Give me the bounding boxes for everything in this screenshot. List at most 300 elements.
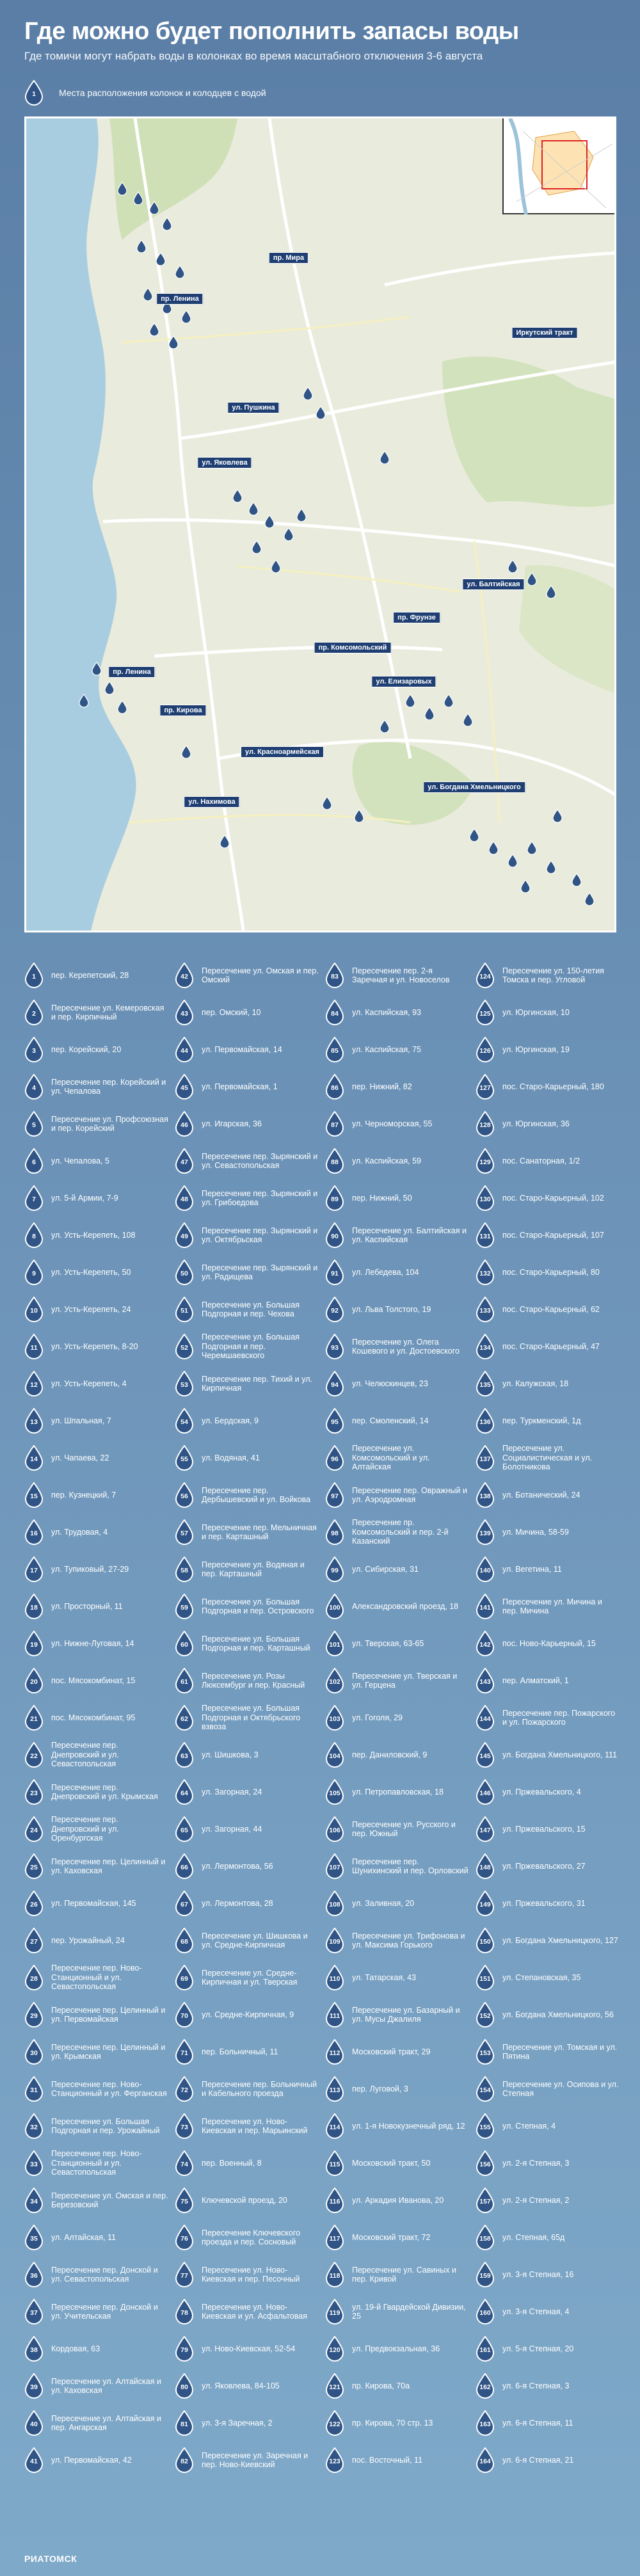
location-item — [476, 2033, 620, 2070]
location-address: Пересечение ул. Русского и пер. Южный — [352, 1820, 456, 1838]
location-address: ул. Татарская, 43 — [352, 1972, 417, 1982]
location-item — [175, 1885, 319, 1922]
location-number: 69 — [180, 1975, 188, 1983]
location-item — [24, 1031, 168, 1068]
water-drop-icon — [175, 1297, 194, 1322]
location-item — [476, 1031, 620, 1068]
location-number: 51 — [180, 1307, 188, 1315]
location-number: 113 — [329, 2086, 340, 2094]
location-item — [476, 1588, 620, 1625]
location-item — [175, 1068, 319, 1105]
location-number: 53 — [180, 1381, 188, 1389]
location-address: ул. Богдана Хмельницкого, 127 — [502, 1935, 618, 1945]
location-address: Пересечение ул. Олега Кошевого и ул. Достоевского — [352, 1337, 460, 1356]
location-number: 30 — [30, 2049, 38, 2057]
location-address: пер. Военный, 8 — [202, 2158, 262, 2168]
location-address: ул. Каспийская, 59 — [352, 1156, 421, 1165]
water-drop-icon — [175, 1556, 194, 1582]
water-drop-icon — [175, 1928, 194, 1953]
location-item — [24, 2070, 168, 2108]
location-number: 13 — [30, 1418, 38, 1426]
location-item — [175, 1959, 319, 1996]
water-drop-icon — [24, 2373, 44, 2399]
location-address: Ключевской проезд, 20 — [202, 2195, 287, 2205]
location-item — [175, 2367, 319, 2404]
location-number: 96 — [331, 1455, 339, 1463]
location-item — [24, 1217, 168, 1254]
location-number: 151 — [479, 1975, 491, 1983]
location-item — [325, 1291, 469, 1328]
water-drop-icon — [325, 1556, 344, 1582]
location-address: ул. Гоголя, 29 — [352, 1713, 403, 1722]
location-number: 17 — [30, 1567, 38, 1574]
location-item — [175, 2219, 319, 2256]
location-address: ул. Каспийская, 93 — [352, 1007, 421, 1017]
map-label-nakhimova: ул. Нахимова — [184, 796, 239, 808]
water-drop-icon — [476, 2410, 495, 2436]
location-address: Пересечение ул. Балтийская и ул. Каспийская — [352, 1226, 467, 1244]
location-item — [24, 1328, 168, 1365]
location-number: 73 — [180, 2124, 188, 2131]
location-address: пер. Алматский, 1 — [502, 1676, 569, 1685]
water-drop-icon — [24, 2188, 44, 2213]
water-drop-icon — [325, 1222, 344, 1248]
location-item — [175, 1365, 319, 1402]
location-number: 120 — [329, 2346, 340, 2354]
water-drop-icon — [325, 1334, 344, 1359]
location-address: Пересечение пр. Комсомольский и пер. 2-й Казанский — [352, 1518, 449, 1546]
location-number: 9 — [32, 1270, 36, 1277]
water-drop-icon — [175, 1260, 194, 1285]
location-number: 100 — [329, 1604, 340, 1612]
location-address: пос. Мясокомбинат, 95 — [51, 1713, 136, 1722]
page-subtitle: Где томичи могут набрать воды в колонках во время масштабного отключения 3-6 августа — [24, 50, 483, 62]
location-address: ул. Водяная, 41 — [202, 1453, 260, 1462]
location-address: ул. Льва Толстого, 19 — [352, 1304, 431, 1314]
location-item — [476, 1439, 620, 1476]
location-address: Пересечение ул. Розы Люксембург и пер. Красный — [202, 1671, 305, 1690]
location-number: 82 — [180, 2458, 188, 2465]
location-address: ул. 2-я Степная, 3 — [502, 2158, 570, 2168]
location-address: пер. Омский, 10 — [202, 1007, 261, 1017]
location-address: ул. 3-я Заречная, 2 — [202, 2418, 273, 2428]
location-address: ул. 3-я Степная, 4 — [502, 2307, 570, 2316]
location-item — [476, 1662, 620, 1699]
water-drop-icon — [476, 2373, 495, 2399]
location-address: Пересечение ул. Заречная и пер. Ново-Киевский — [202, 2451, 308, 2469]
water-drop-icon — [325, 2410, 344, 2436]
water-drop-icon — [325, 1297, 344, 1322]
water-drop-icon — [175, 2262, 194, 2287]
location-item — [325, 1142, 469, 1180]
location-item — [476, 1105, 620, 1142]
location-number: 43 — [180, 1010, 188, 1018]
water-drop-icon — [325, 2225, 344, 2250]
water-drop-icon — [476, 2002, 495, 2028]
location-item — [24, 1180, 168, 1217]
water-drop-icon — [175, 1705, 194, 1731]
water-drop-icon — [24, 2150, 44, 2176]
location-item — [24, 1959, 168, 1996]
location-address: ул. Алтайская, 11 — [51, 2232, 116, 2242]
water-drop-icon — [476, 2076, 495, 2102]
location-number: 102 — [329, 1678, 340, 1686]
water-drop-icon — [24, 1556, 44, 1582]
water-drop-icon — [476, 1965, 495, 1990]
water-drop-icon — [325, 1594, 344, 1619]
water-drop-icon — [476, 2299, 495, 2324]
location-item — [325, 1699, 469, 1736]
location-item — [476, 1736, 620, 1773]
location-number: 16 — [30, 1530, 38, 1537]
water-drop-icon — [325, 1185, 344, 1211]
location-address: ул. Чапаева, 22 — [51, 1453, 109, 1462]
location-number: 63 — [180, 1752, 188, 1760]
location-item — [175, 1514, 319, 1551]
location-item — [325, 1811, 469, 1848]
water-drop-icon — [175, 2447, 194, 2473]
water-drop-icon — [175, 1222, 194, 1248]
location-address: Пересечение ул. Большая Подгорная и пер. Урожайный — [51, 2116, 160, 2135]
location-address: ул. Степановская, 35 — [502, 1972, 581, 1982]
water-drop-icon — [476, 1222, 495, 1248]
water-drop-icon — [325, 1705, 344, 1731]
location-number: 145 — [479, 1752, 491, 1760]
water-drop-icon — [24, 1148, 44, 1174]
location-number: 164 — [479, 2458, 491, 2465]
location-item — [476, 1402, 620, 1439]
water-drop-icon — [24, 80, 44, 106]
location-item — [175, 1328, 319, 1365]
water-drop-icon — [175, 1074, 194, 1100]
water-drop-icon — [175, 1482, 194, 1508]
location-item — [325, 1959, 469, 1996]
water-drop-icon — [175, 1111, 194, 1137]
location-item — [476, 1142, 620, 1180]
location-item — [476, 1885, 620, 1922]
water-drop-icon — [325, 1000, 344, 1025]
location-item — [476, 1291, 620, 1328]
location-item — [175, 2293, 319, 2330]
location-address: Пересечение ул. Кемеровская и пер. Кирпичный — [51, 1003, 164, 1021]
location-number: 140 — [479, 1567, 491, 1574]
location-item — [175, 1848, 319, 1885]
location-address: Пересечение ул. Мичина и пер. Мичина — [502, 1597, 602, 1615]
location-number: 110 — [329, 1975, 340, 1983]
location-address: ул. Лермонтова, 28 — [202, 1898, 273, 1908]
map-label-irkutsk: Иркутский тракт — [512, 327, 578, 339]
location-address: ул. Усть-Керепеть, 24 — [51, 1304, 131, 1314]
map-label-frunze: пр. Фрунзе — [393, 612, 440, 623]
water-drop-icon — [175, 1148, 194, 1174]
location-address: Пересечение пер. Тихий и ул. Кирпичная — [202, 1374, 312, 1393]
water-drop-icon — [476, 963, 495, 988]
location-number: 57 — [180, 1530, 188, 1537]
water-drop-icon — [24, 1853, 44, 1879]
location-address: Пересечение ул. Большая Подгорная и пер. Черемшаевского — [202, 1332, 300, 1361]
location-number: 103 — [329, 1715, 340, 1723]
map-label-pushkina: ул. Пушкина — [227, 402, 279, 413]
location-item — [175, 1625, 319, 1662]
water-drop-icon — [325, 1928, 344, 1953]
water-drop-icon — [476, 1779, 495, 1805]
water-drop-icon — [476, 1853, 495, 1879]
water-drop-icon — [476, 2262, 495, 2287]
location-item — [476, 1996, 620, 2033]
location-address: ул. Челюскинцев, 23 — [352, 1379, 428, 1388]
map-label-kirova: пр. Кирова — [159, 705, 206, 716]
water-drop-icon — [325, 2002, 344, 2028]
location-address: Московский тракт, 72 — [352, 2232, 431, 2242]
water-drop-icon — [476, 1519, 495, 1545]
location-address: ул. Усть-Керепеть, 4 — [51, 1379, 127, 1388]
location-item — [325, 2108, 469, 2145]
location-address: Пересечение ул. Савиных и пер. Кривой — [352, 2265, 456, 2284]
location-item — [24, 2293, 168, 2330]
location-number: 97 — [331, 1492, 339, 1500]
location-item — [24, 2330, 168, 2367]
location-number: 60 — [180, 1641, 188, 1649]
location-address: Пересечение ул. Социалистическая и ул. Болотникова — [502, 1444, 593, 1472]
location-address: ул. Тупиковый, 27-29 — [51, 1564, 129, 1574]
location-item — [476, 1625, 620, 1662]
location-address: Пересечение пер. Овражный и ул. Аэродромная — [352, 1485, 467, 1504]
location-number: 153 — [479, 2049, 491, 2057]
location-number: 77 — [180, 2272, 188, 2280]
location-number: 12 — [30, 1381, 38, 1389]
water-drop-icon — [325, 1965, 344, 1990]
location-number: 71 — [180, 2049, 188, 2057]
map-label-mira: пр. Мира — [269, 252, 308, 264]
location-number: 142 — [479, 1641, 491, 1649]
water-drop-icon — [24, 1742, 44, 1768]
location-number: 38 — [30, 2346, 38, 2354]
location-number: 116 — [329, 2198, 340, 2205]
water-drop-icon — [24, 1928, 44, 1953]
location-address: ул. 6-я Степная, 21 — [502, 2455, 574, 2465]
location-number: 34 — [30, 2198, 38, 2205]
water-drop-icon — [476, 1260, 495, 1285]
location-item — [325, 994, 469, 1031]
map-label-yakovleva: ул. Яковлева — [197, 457, 252, 468]
water-drop-icon — [24, 1668, 44, 1693]
water-drop-icon — [476, 2447, 495, 2473]
location-item — [24, 2145, 168, 2182]
location-address: пос. Санаторная, 1/2 — [502, 1156, 580, 1165]
water-drop-icon — [325, 1371, 344, 1396]
location-address: Пересечение пер. Днепровский и ул. Оренбургская — [51, 1815, 119, 1843]
location-number: 66 — [180, 1864, 188, 1871]
water-drop-icon — [476, 1556, 495, 1582]
location-number: 150 — [479, 1938, 491, 1946]
water-drop-icon — [476, 1074, 495, 1100]
location-item — [325, 1736, 469, 1773]
location-address: ул. 6-я Степная, 11 — [502, 2418, 573, 2428]
location-item — [24, 1848, 168, 1885]
location-number: 29 — [30, 2012, 38, 2020]
location-item — [476, 1922, 620, 1959]
location-item — [175, 2182, 319, 2219]
water-drop-icon — [175, 2150, 194, 2176]
location-item — [175, 2404, 319, 2442]
location-number: 39 — [30, 2383, 38, 2391]
location-address: ул. Просторный, 11 — [51, 1601, 123, 1611]
water-drop-icon — [325, 1742, 344, 1768]
location-number: 58 — [180, 1567, 188, 1574]
city-map[interactable] — [24, 116, 616, 932]
location-number: 149 — [479, 1901, 491, 1908]
location-address: Пересечение ул. Томская и ул. Пятина — [502, 2042, 618, 2061]
water-drop-icon — [325, 1260, 344, 1285]
water-drop-icon — [24, 1408, 44, 1434]
location-number: 35 — [30, 2235, 38, 2243]
water-drop-icon — [24, 1074, 44, 1100]
location-number: 127 — [479, 1084, 491, 1092]
water-drop-icon — [175, 1631, 194, 1656]
location-address: ул. Ново-Киевская, 52-54 — [202, 2344, 296, 2353]
water-drop-icon — [24, 1445, 44, 1471]
map-label-khmelnitskogo: ул. Богдана Хмельницкого — [423, 781, 525, 793]
location-number: 41 — [30, 2458, 38, 2465]
location-item — [325, 1217, 469, 1254]
location-number: 68 — [180, 1938, 188, 1946]
location-number: 109 — [329, 1938, 340, 1946]
location-item — [325, 1328, 469, 1365]
location-item — [476, 2219, 620, 2256]
location-number: 124 — [479, 973, 491, 980]
water-drop-icon — [24, 1965, 44, 1990]
location-item — [476, 2442, 620, 2479]
location-number: 134 — [479, 1344, 491, 1352]
location-number: 162 — [479, 2383, 491, 2391]
location-number: 59 — [180, 1604, 188, 1612]
location-number: 119 — [329, 2309, 340, 2317]
location-address: Пересечение ул. Алтайская и ул. Каховская — [51, 2376, 161, 2395]
water-drop-icon — [476, 2336, 495, 2362]
location-item — [175, 1105, 319, 1142]
water-drop-icon — [24, 2039, 44, 2065]
water-drop-icon — [24, 1111, 44, 1137]
water-drop-icon — [325, 2336, 344, 2362]
location-item — [476, 1959, 620, 1996]
location-number: 23 — [30, 1789, 38, 1797]
location-number: 24 — [30, 1827, 38, 1834]
location-address: Пересечение пер. Мельничная и пер. Карташный — [202, 1523, 317, 1541]
location-number: 89 — [331, 1196, 339, 1203]
location-item — [325, 2293, 469, 2330]
location-item — [24, 1439, 168, 1476]
location-address: ул. Каспийская, 75 — [352, 1044, 421, 1054]
location-number: 65 — [180, 1827, 188, 1834]
location-number: 18 — [30, 1604, 38, 1612]
location-item — [476, 1217, 620, 1254]
location-item — [325, 1514, 469, 1551]
location-address: ул. Пржевальского, 4 — [502, 1787, 581, 1796]
location-number: 72 — [180, 2086, 188, 2094]
location-address: Пересечение ул. Ново-Киевская и пер. Песочный — [202, 2265, 300, 2284]
location-address: ул. Степная, 65д — [502, 2232, 565, 2242]
location-number: 146 — [479, 1789, 491, 1797]
location-address: ул. Юргинская, 19 — [502, 1044, 570, 1054]
water-drop-icon — [476, 1445, 495, 1471]
water-drop-icon — [325, 1482, 344, 1508]
location-address: ул. Богдана Хмельницкого, 111 — [502, 1750, 618, 1759]
location-number: 31 — [30, 2086, 38, 2094]
location-item — [325, 1180, 469, 1217]
water-drop-icon — [325, 963, 344, 988]
location-number: 46 — [180, 1121, 188, 1129]
location-item — [325, 1625, 469, 1662]
water-drop-icon — [476, 1185, 495, 1211]
location-number: 15 — [30, 1492, 38, 1500]
location-item — [175, 1736, 319, 1773]
water-drop-icon — [175, 2188, 194, 2213]
water-drop-icon — [476, 1742, 495, 1768]
location-item — [175, 1996, 319, 2033]
location-item — [325, 2367, 469, 2404]
location-address: пер. Керепетский, 28 — [51, 970, 129, 980]
water-drop-icon — [24, 2410, 44, 2436]
location-number: 61 — [180, 1678, 188, 1686]
water-drop-icon — [175, 2299, 194, 2324]
water-drop-icon — [325, 1519, 344, 1545]
water-drop-icon — [476, 1631, 495, 1656]
water-drop-icon — [175, 1779, 194, 1805]
water-drop-icon — [325, 1668, 344, 1693]
water-drop-icon — [325, 1408, 344, 1434]
water-drop-icon — [175, 2373, 194, 2399]
location-number: 99 — [331, 1567, 339, 1574]
location-number: 37 — [30, 2309, 38, 2317]
water-drop-icon — [24, 1334, 44, 1359]
water-drop-icon — [476, 1334, 495, 1359]
location-address: ул. Тверская, 63-65 — [352, 1638, 424, 1648]
location-address: Александровский проезд, 18 — [352, 1601, 459, 1611]
water-drop-icon — [325, 1445, 344, 1471]
location-number: 88 — [331, 1158, 339, 1166]
water-drop-icon — [175, 1594, 194, 1619]
water-drop-icon — [476, 1482, 495, 1508]
location-item — [325, 1848, 469, 1885]
location-item — [175, 1254, 319, 1291]
location-address: пос. Старо-Карьерный, 102 — [502, 1193, 604, 1203]
location-item — [476, 1699, 620, 1736]
water-drop-icon — [24, 2076, 44, 2102]
location-number: 42 — [180, 973, 188, 980]
location-address: Пересечение пер. Целинный и ул. Каховская — [51, 1857, 166, 1875]
location-address: ул. Лебедева, 104 — [352, 1267, 419, 1277]
location-address: ул. Черноморская, 55 — [352, 1119, 433, 1128]
location-address: Пересечение пер. Днепровский и ул. Севастопольская — [51, 1741, 119, 1769]
location-number: 54 — [180, 1418, 188, 1426]
location-number: 25 — [30, 1864, 38, 1871]
location-item — [476, 994, 620, 1031]
location-address: ул. Шпальная, 7 — [51, 1416, 111, 1425]
location-item — [175, 1922, 319, 1959]
location-address: пер. Нижний, 82 — [352, 1082, 412, 1091]
water-drop-icon — [476, 1371, 495, 1396]
location-address: ул. Мичина, 58-59 — [502, 1527, 569, 1537]
location-number: 45 — [180, 1084, 188, 1092]
location-item — [175, 1662, 319, 1699]
location-address: ул. Первомайская, 145 — [51, 1898, 136, 1908]
location-number: 95 — [331, 1418, 339, 1426]
location-item — [175, 2256, 319, 2293]
location-number: 27 — [30, 1938, 38, 1946]
water-drop-icon — [24, 1705, 44, 1731]
map-label-baltiyskaya: ул. Балтийская — [462, 579, 524, 590]
water-drop-icon — [24, 1260, 44, 1285]
